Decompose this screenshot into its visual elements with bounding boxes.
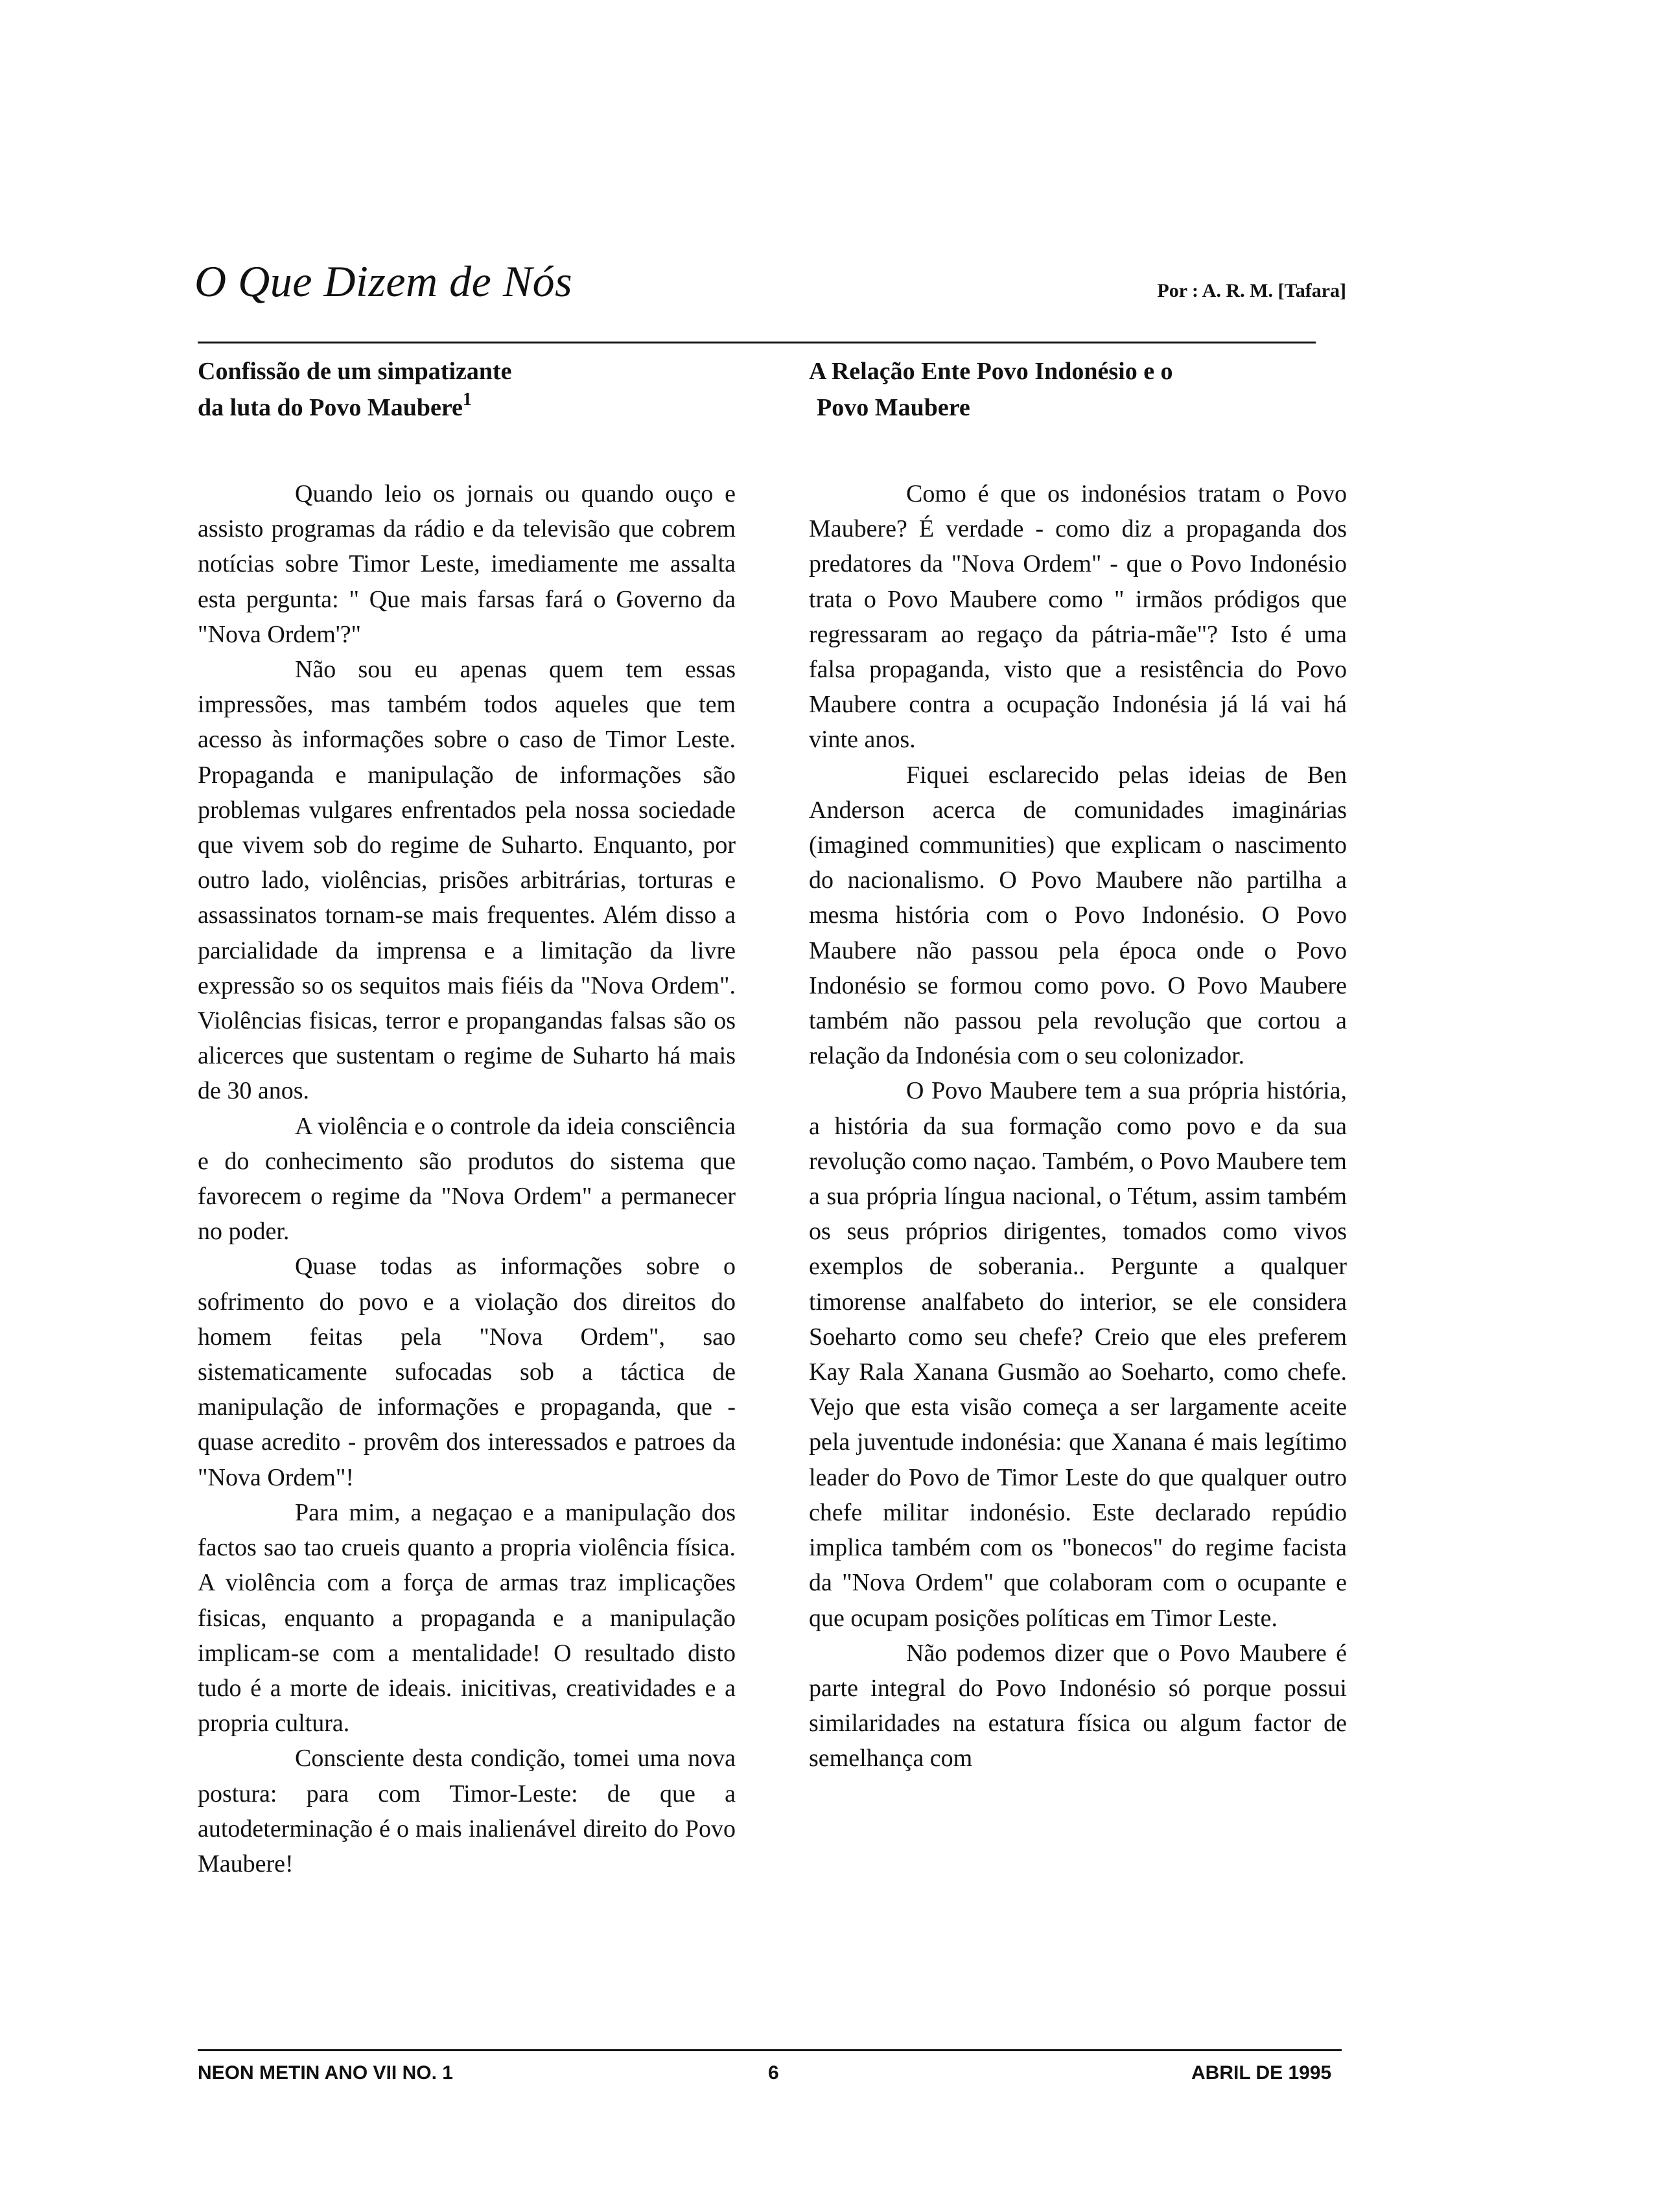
right-article-title	[809, 353, 1347, 426]
footer-page-number: 6	[768, 2062, 779, 2084]
left-article-title-line-1: Confissão de um simpatizante	[198, 358, 512, 385]
footer-publication: NEON METIN ANO VII NO. 1	[198, 2062, 453, 2084]
left-article-title-line-2	[198, 389, 736, 426]
right-paragraph-2: Fiquei esclarecido pelas ideias de Ben Anderson acerca de comunidades imaginárias (imagined communities) que explicam o nascimento do nacionalismo. O Povo Maubere não partilha a mesma história com o Povo Indonésio. O Povo Maubere não passou pela época onde o Povo Indonésio se formou como povo. O Povo Maubere também não passou pela revolução que cortou a relação da Indonésia com o seu colonizador.	[809, 761, 1347, 1070]
right-article	[809, 353, 1347, 1776]
right-article-title-line-1: A Relação Ente Povo Indonésio e o	[809, 358, 1173, 385]
left-paragraph-1: Quando leio os jornais ou quando ouço e assisto programas da rádio e da televisão que cobrem notícias sobre Timor Leste, imediamente me assalta esta pergunta: " Que mais farsas fará o Governo da "Nova Ordem'?"	[198, 480, 736, 648]
right-paragraph-3: O Povo Maubere tem a sua própria história, a história da sua formação como povo e da sua revolução como naçao. Também, o Povo Maubere tem a sua própria língua nacional, o Tétum, assim também os seus próprios dirigentes, tomados como vivos exemplos de soberania.. Pergunte a qualquer timorense analfabeto do interior, se ele considera Soeharto como seu chefe? Creio que eles preferem Kay Rala Xanana Gusmão ao Soeharto, como chefe. Vejo que esta visão começa a ser largamente aceite pela juventude indonésia: que Xanana é mais legítimo leader do Povo de Timor Leste do que qualquer outro chefe militar indonésio. Este declarado repúdio implica também com os "bonecos" do regime facista da "Nova Ordem" que colaboram com o ocupante e que ocupam posições políticas em Timor Leste.	[809, 1077, 1347, 1632]
footer-rule	[198, 2049, 1342, 2051]
left-paragraph-3: A violência e o controle da ideia consciência e do conhecimento são produtos do sistema que favorecem o regime da "Nova Ordem" a permanecer no poder.	[198, 1112, 736, 1246]
footer-date: ABRIL DE 1995	[1191, 2062, 1332, 2084]
right-paragraph-1: Como é que os indonésios tratam o Povo Maubere? É verdade - como diz a propaganda dos predatores da "Nova Ordem" - que o Povo Indonésio trata o Povo Maubere como " irmãos pródigos que regressaram ao regaço da pátria-mãe"? Isto é uma falsa propaganda, visto que a resistência do Povo Maubere contra a ocupação Indonésia já lá vai há vinte anos.	[809, 480, 1347, 754]
right-paragraph-4: Não podemos dizer que o Povo Maubere é parte integral do Povo Indonésio só porque possui similaridades na estatura física ou algum factor de semelhança com	[809, 1639, 1347, 1773]
left-article-title	[198, 353, 736, 426]
right-article-title-line-2: Povo Maubere	[817, 394, 970, 421]
footnote-mark: 1	[462, 389, 472, 410]
left-paragraph-5: Para mim, a negaçao e a manipulação dos factos sao tao crueis quanto a propria violência física. A violência com a força de armas traz implicações fisicas, enquanto a propaganda e a manipulação implicam-se com a mentalidade! O resultado disto tudo é a morte de ideais. inicitivas, creatividades e a propria cultura.	[198, 1498, 736, 1738]
left-article	[198, 353, 736, 1881]
section-title: O Que Dizem de Nós	[194, 257, 573, 306]
left-article-title-text: da luta do Povo Maubere	[198, 394, 463, 421]
header-rule	[198, 342, 1316, 343]
left-paragraph-6: Consciente desta condição, tomei uma nova postura: para com Timor-Leste: de que a autodeterminação é o mais inalienável direito do Povo Maubere!	[198, 1745, 736, 1877]
author-byline: Por : A. R. M. [Tafara]	[1157, 280, 1346, 301]
left-paragraph-2: Não sou eu apenas quem tem essas impressões, mas também todos aqueles que tem acesso às informações sobre o caso de Timor Leste. Propaganda e manipulação de informações são problemas vulgares enfrentados pela nossa sociedade que vivem sob do regime de Suharto. Enquanto, por outro lado, violências, prisões arbitrárias, torturas e assassinatos tornam-se mais frequentes. Além disso a parcialidade da imprensa e a limitação da livre expressão so os sequitos mais fiéis da "Nova Ordem". Violências fisicas, terror e propangandas falsas são os alicerces que sustentam o regime de Suharto há mais de 30 anos.	[198, 656, 736, 1105]
left-paragraph-4: Quase todas as informações sobre o sofrimento do povo e a violação dos direitos do homem feitas pela "Nova Ordem", sao sistematicamente sufocadas sob a táctica de manipulação de informações e propaganda, que - quase acredito - provêm dos interessados e patroes da "Nova Ordem"!	[198, 1253, 736, 1491]
